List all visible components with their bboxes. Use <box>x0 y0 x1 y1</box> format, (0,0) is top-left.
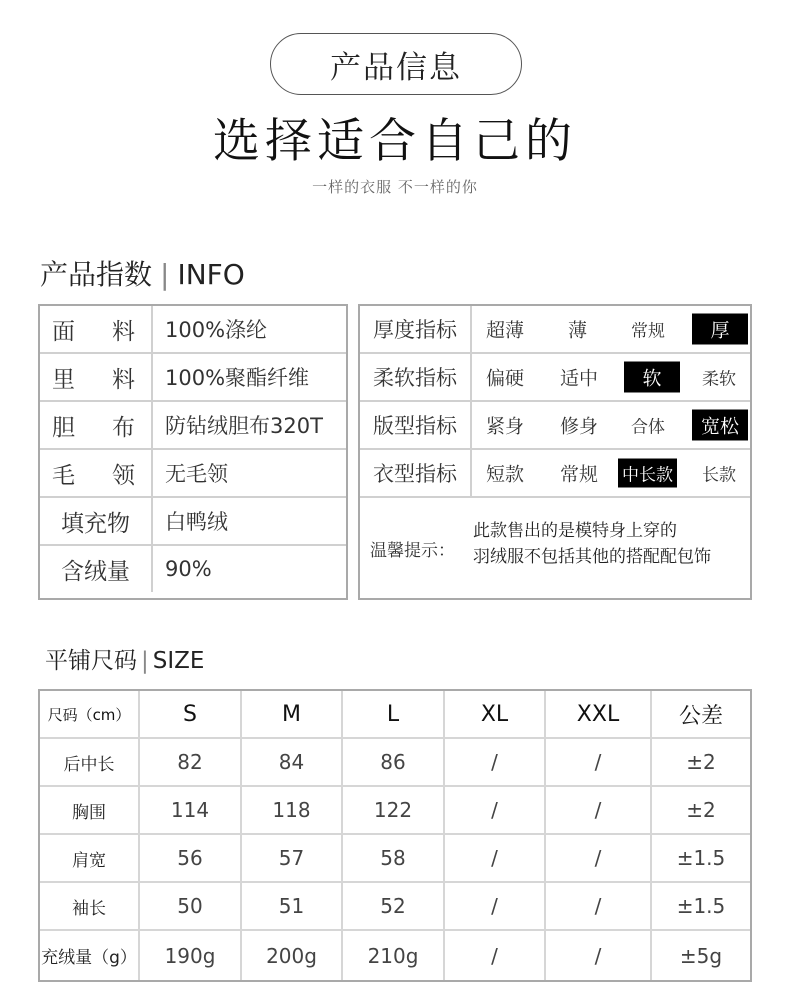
index-options <box>472 450 750 496</box>
index-option: 薄 <box>568 319 588 342</box>
spec-row <box>40 450 346 498</box>
index-option: 常规 <box>560 463 599 486</box>
index-option: 超薄 <box>486 319 525 342</box>
subheadline: 一样的衣服 不一样的你 <box>312 178 478 196</box>
index-option-selected: 厚 <box>692 314 748 345</box>
spec-value: 无毛领 <box>165 462 228 486</box>
tip-line: 此款售出的是模特身上穿的 <box>473 521 677 541</box>
spec-key-char: 料 <box>112 366 135 393</box>
index-row-thickness <box>360 306 750 354</box>
info-title-en: INFO <box>177 258 245 291</box>
size-table-row <box>40 883 750 931</box>
title-separator: | <box>141 648 149 674</box>
spec-row <box>40 402 346 450</box>
size-cell: 充绒量（g） <box>40 931 140 980</box>
size-table-row <box>40 739 750 787</box>
index-option: 短款 <box>486 463 525 486</box>
size-cell: 57 <box>242 835 343 881</box>
spec-key-char: 里 <box>52 366 75 393</box>
spec-table <box>38 304 348 600</box>
size-header-cell: XL <box>445 691 546 737</box>
tip-label: 温馨提示： <box>370 541 455 561</box>
index-row-softness <box>360 354 750 402</box>
spec-key: 填充物 <box>40 498 153 544</box>
info-title-cn: 产品指数 <box>40 258 153 291</box>
size-cell: 51 <box>242 883 343 929</box>
size-cell: / <box>546 883 652 929</box>
size-cell: 后中长 <box>40 739 140 785</box>
spec-value: 100%涤纶 <box>165 318 268 342</box>
index-options <box>472 354 750 400</box>
tip-box <box>360 498 750 600</box>
size-header-cell: L <box>343 691 445 737</box>
spec-value: 100%聚酯纤维 <box>165 366 310 390</box>
size-cell: / <box>445 739 546 785</box>
index-label: 版型指标 <box>360 402 472 448</box>
size-cell: 82 <box>140 739 242 785</box>
index-option-selected: 宽松 <box>692 410 748 441</box>
size-cell: ±2 <box>686 798 716 822</box>
size-header-cell: 公差 <box>678 703 723 729</box>
spec-key: 含绒量 <box>40 546 153 592</box>
index-option: 常规 <box>631 321 665 342</box>
title-separator: | <box>160 258 170 291</box>
section-pill-product-info <box>270 33 522 95</box>
size-table-header <box>40 691 750 739</box>
size-table-row <box>40 931 750 980</box>
tip-text <box>473 518 711 570</box>
index-option: 合体 <box>631 417 665 438</box>
size-cell: 84 <box>242 739 343 785</box>
size-cell: 58 <box>343 835 445 881</box>
index-option: 柔软 <box>702 369 736 390</box>
size-table <box>38 689 752 982</box>
spec-key <box>40 450 153 496</box>
size-cell: 114 <box>140 787 242 833</box>
size-cell: / <box>546 739 652 785</box>
index-option: 修身 <box>560 415 599 438</box>
size-cell: / <box>445 931 546 980</box>
size-section-title <box>45 642 204 675</box>
spec-key <box>40 354 153 400</box>
size-table-row <box>40 787 750 835</box>
size-cell: 122 <box>343 787 445 833</box>
index-options <box>472 306 750 352</box>
spec-row <box>40 498 346 546</box>
spec-key-char: 领 <box>112 462 135 489</box>
index-option: 偏硬 <box>486 367 525 390</box>
size-cell: 50 <box>140 883 242 929</box>
size-cell: ±1.5 <box>676 894 726 918</box>
spec-key-char: 布 <box>112 414 135 441</box>
spec-row <box>40 354 346 402</box>
size-cell: / <box>546 931 652 980</box>
spec-value: 90% <box>165 557 212 581</box>
index-label: 柔软指标 <box>360 354 472 400</box>
size-cell: / <box>546 787 652 833</box>
size-cell: 200g <box>242 931 343 980</box>
info-section-title <box>40 253 245 293</box>
size-table-row <box>40 835 750 883</box>
spec-key-char: 面 <box>52 318 75 345</box>
size-cell: 袖长 <box>40 883 140 929</box>
spec-value: 白鸭绒 <box>165 510 228 534</box>
index-label: 厚度指标 <box>360 306 472 352</box>
size-cell: ±1.5 <box>676 846 726 870</box>
size-cell: ±5g <box>679 943 723 968</box>
size-cell: 210g <box>343 931 445 980</box>
size-cell: 86 <box>343 739 445 785</box>
size-cell: 胸围 <box>40 787 140 833</box>
index-options <box>472 402 750 448</box>
spec-row <box>40 546 346 592</box>
index-option-selected: 软 <box>624 362 680 393</box>
index-option: 长款 <box>702 465 736 486</box>
index-label: 衣型指标 <box>360 450 472 496</box>
size-title-en: SIZE <box>152 648 205 674</box>
index-option: 适中 <box>560 367 599 390</box>
spec-key-char: 毛 <box>52 462 75 489</box>
size-cell: 肩宽 <box>40 835 140 881</box>
size-cell: 56 <box>140 835 242 881</box>
size-header-cell: M <box>242 691 343 737</box>
spec-key <box>40 306 153 352</box>
size-cell: 52 <box>343 883 445 929</box>
index-option: 紧身 <box>486 415 525 438</box>
index-table <box>358 304 752 600</box>
spec-key-char: 料 <box>112 318 135 345</box>
index-option-selected: 中长款 <box>618 459 677 488</box>
spec-key <box>40 402 153 448</box>
tip-line: 羽绒服不包括其他的搭配配包饰 <box>473 547 711 567</box>
size-cell: / <box>546 835 652 881</box>
headline: 选择适合自己的 <box>213 114 577 169</box>
size-cell: / <box>445 883 546 929</box>
size-title-cn: 平铺尺码 <box>45 648 137 674</box>
size-header-cell: S <box>140 691 242 737</box>
spec-value: 防钻绒胆布320T <box>165 414 323 438</box>
size-header-cell: 尺码（cm） <box>40 691 140 737</box>
size-cell: / <box>445 835 546 881</box>
index-row-length <box>360 450 750 498</box>
size-header-cell: XXL <box>546 691 652 737</box>
size-cell: ±2 <box>686 750 716 774</box>
index-row-fit <box>360 402 750 450</box>
spec-row <box>40 306 346 354</box>
size-cell: / <box>445 787 546 833</box>
size-cell: 190g <box>140 931 242 980</box>
spec-key-char: 胆 <box>52 414 75 441</box>
size-cell: 118 <box>242 787 343 833</box>
pill-label: 产品信息 <box>330 49 462 86</box>
